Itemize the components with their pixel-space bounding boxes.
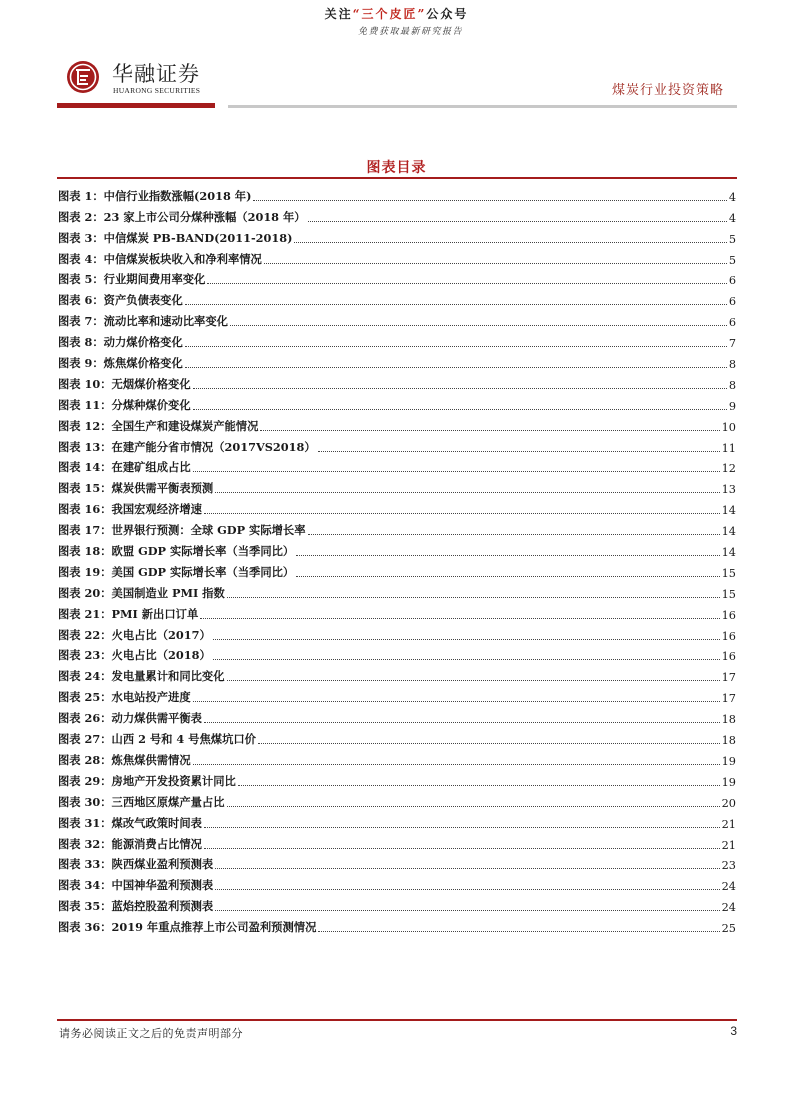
toc-leader-dots — [258, 742, 720, 744]
toc-entry-label: 图表 17：世界银行预测：全球 GDP 实际增长率 — [58, 523, 306, 538]
toc-leader-dots — [308, 220, 727, 222]
promo-highlight: “三个皮匠” — [352, 7, 427, 21]
toc-entry[interactable] — [58, 225, 736, 246]
toc-entry-page: 16 — [721, 650, 736, 664]
toc-leader-dots — [207, 282, 726, 284]
toc-entry-label: 图表 19：美国 GDP 实际增长率（当季同比） — [58, 564, 295, 579]
toc-entry-label: 图表 2：23 家上市公司分煤种涨幅（2018 年） — [58, 209, 306, 224]
toc-leader-dots — [185, 303, 727, 305]
toc-entry-label: 图表 29：房地产开发投资累计同比 — [58, 773, 236, 788]
toc-entry-page: 16 — [721, 629, 736, 643]
toc-entry-label: 图表 11：分煤种煤价变化 — [58, 397, 191, 412]
toc-entry-page: 14 — [721, 525, 736, 539]
toc-entry-page: 12 — [721, 462, 736, 476]
toc-leader-dots — [213, 658, 720, 660]
toc-leader-dots — [227, 805, 720, 807]
toc-entry[interactable] — [58, 622, 736, 643]
toc-leader-dots — [215, 867, 719, 869]
toc-entry-label: 图表 35：蓝焰控股盈利预测表 — [58, 899, 214, 914]
toc-leader-dots — [318, 930, 719, 932]
toc-entry-page: 20 — [721, 796, 736, 810]
toc-entry-label: 图表 31：煤改气政策时间表 — [58, 815, 202, 830]
toc-entry-label: 图表 28：炼焦煤供需情况 — [58, 752, 191, 767]
toc-entry[interactable] — [58, 831, 736, 852]
promo-banner — [0, 5, 793, 22]
toc-entry-label: 图表 13：在建产能分省市情况（2017VS2018） — [58, 439, 316, 454]
footer-disclaimer: 请务必阅读正文之后的免责声明部分 — [59, 1027, 243, 1040]
toc-leader-dots — [215, 491, 719, 493]
toc-leader-dots — [296, 554, 719, 556]
toc-entry-label: 图表 12：全国生产和建设煤炭产能情况 — [58, 418, 259, 433]
toc-entry-label: 图表 32：能源消费占比情况 — [58, 836, 202, 851]
toc-entry-page: 8 — [728, 378, 736, 392]
toc-entry[interactable] — [58, 810, 736, 831]
toc-leader-dots — [193, 408, 727, 410]
toc-entry-label: 图表 21：PMI 新出口订单 — [58, 606, 199, 621]
toc-entry[interactable] — [58, 204, 736, 225]
toc-entry-label: 图表 16：我国宏观经济增速 — [58, 502, 202, 517]
toc-entry-page: 21 — [721, 838, 736, 852]
toc-entry[interactable] — [58, 747, 736, 768]
toc-leader-dots — [204, 512, 720, 514]
toc-entry[interactable] — [58, 768, 736, 789]
toc-entry-label: 图表 6：资产负债表变化 — [58, 293, 183, 308]
toc-entry[interactable] — [58, 329, 736, 350]
toc-entry[interactable] — [58, 517, 736, 538]
toc-leader-dots — [308, 533, 720, 535]
report-type: 煤炭行业投资策略 — [612, 83, 725, 98]
toc-leader-dots — [193, 763, 720, 765]
toc-entry[interactable] — [58, 684, 736, 705]
toc-leader-dots — [264, 262, 727, 264]
header-rule-red — [57, 103, 215, 108]
page-number: 3 — [730, 1024, 737, 1038]
toc-entry-label: 图表 20：美国制造业 PMI 指数 — [58, 585, 225, 600]
toc-entry-label: 图表 3：中信煤炭 PB-BAND(2011-2018) — [58, 230, 293, 245]
toc-leader-dots — [185, 366, 727, 368]
toc-entry-page: 15 — [721, 566, 736, 580]
promo-suffix: 公众号 — [426, 7, 469, 21]
toc-entry-label: 图表 26：动力煤供需平衡表 — [58, 711, 202, 726]
toc-entry[interactable] — [58, 183, 736, 204]
toc-leader-dots — [238, 784, 720, 786]
toc-entry-page: 19 — [721, 775, 736, 789]
toc-entry-page: 21 — [721, 817, 736, 831]
toc-entry[interactable] — [58, 287, 736, 308]
toc-entry-page: 6 — [728, 316, 736, 330]
toc-entry-label: 图表 5：行业期间费用率变化 — [58, 272, 206, 287]
toc-leader-dots — [193, 700, 720, 702]
toc-entry[interactable] — [58, 789, 736, 810]
toc-entry-page: 15 — [721, 587, 736, 601]
toc-leader-dots — [204, 847, 720, 849]
toc-entry[interactable] — [58, 308, 736, 329]
toc-entry[interactable] — [58, 246, 736, 267]
toc-entry[interactable] — [58, 455, 736, 476]
toc-entry-label: 图表 18：欧盟 GDP 实际增长率（当季同比） — [58, 544, 295, 559]
toc-entry-label: 图表 33：陕西煤业盈利预测表 — [58, 857, 214, 872]
toc-entry[interactable] — [58, 872, 736, 893]
toc-entry-page: 25 — [721, 922, 736, 936]
toc-entry-label: 图表 24：发电量累计和同比变化 — [58, 669, 225, 684]
toc-entry-label: 图表 36：2019 年重点推荐上市公司盈利预测情况 — [58, 920, 317, 935]
toc-entry-page: 11 — [721, 441, 736, 455]
toc-leader-dots — [253, 199, 726, 201]
toc-entry[interactable] — [58, 601, 736, 622]
toc-entry[interactable] — [58, 852, 736, 873]
toc-top-rule — [57, 177, 737, 179]
logo-english-name: HUARONG SECURITIES — [113, 86, 201, 95]
promo-subtitle: 免费获取最新研究报告 — [358, 27, 464, 37]
promo-prefix: 关注 — [324, 7, 353, 21]
toc-leader-dots — [193, 470, 720, 472]
toc-entry-label: 图表 23：火电占比（2018） — [58, 648, 211, 663]
toc-entry[interactable] — [58, 559, 736, 580]
toc-leader-dots — [185, 345, 727, 347]
toc-entry-label: 图表 10：无烟煤价格变化 — [58, 376, 191, 391]
toc-entry-label: 图表 15：煤炭供需平衡表预测 — [58, 481, 214, 496]
toc-entry-page: 6 — [728, 274, 736, 288]
toc-entry-page: 18 — [721, 713, 736, 727]
toc-entry-label: 图表 1：中信行业指数涨幅(2018 年) — [58, 188, 252, 203]
toc-entry[interactable] — [58, 413, 736, 434]
toc-entry[interactable] — [58, 643, 736, 664]
toc-leader-dots — [230, 324, 727, 326]
toc-leader-dots — [260, 429, 719, 431]
toc-entry[interactable] — [58, 267, 736, 288]
toc-entry[interactable] — [58, 496, 736, 517]
toc-entry[interactable] — [58, 392, 736, 413]
toc-entry-page: 14 — [721, 504, 736, 518]
toc-leader-dots — [294, 241, 726, 243]
toc-entry[interactable] — [58, 726, 736, 747]
toc-entry-label: 图表 22：火电占比（2017） — [58, 627, 211, 642]
toc-title: 图表目录 — [366, 160, 427, 176]
toc-entry-page: 14 — [721, 546, 736, 560]
toc-entry[interactable] — [58, 371, 736, 392]
toc-leader-dots — [204, 721, 720, 723]
header-rule-grey — [228, 105, 737, 108]
toc-entry-page: 4 — [728, 211, 736, 225]
toc-leader-dots — [215, 909, 719, 911]
huarong-logo-icon — [66, 60, 100, 94]
toc-entry-page: 19 — [721, 754, 736, 768]
footer-rule — [57, 1019, 737, 1021]
toc-leader-dots — [213, 638, 720, 640]
toc-leader-dots — [227, 596, 720, 598]
toc-leader-dots — [227, 679, 720, 681]
toc-leader-dots — [318, 450, 720, 452]
logo-chinese-name: 华融证券 — [112, 62, 200, 86]
toc-entry-page: 13 — [721, 483, 736, 497]
toc-entry-label: 图表 27：山西 2 号和 4 号焦煤坑口价 — [58, 732, 256, 747]
toc-entry-label: 图表 25：水电站投产进度 — [58, 690, 191, 705]
toc-entry-page: 17 — [721, 692, 736, 706]
toc-entry[interactable] — [58, 914, 736, 935]
toc-entry-page: 18 — [721, 734, 736, 748]
toc-entry-label: 图表 4：中信煤炭板块收入和净利率情况 — [58, 251, 262, 266]
toc-entry[interactable] — [58, 893, 736, 914]
toc-leader-dots — [204, 826, 720, 828]
toc-entry-page: 24 — [721, 901, 736, 915]
toc-entry-label: 图表 7：流动比率和速动比率变化 — [58, 314, 228, 329]
toc-entry[interactable] — [58, 475, 736, 496]
toc-entry-page: 5 — [728, 253, 736, 267]
toc-entry-page: 10 — [721, 420, 736, 434]
toc-entry[interactable] — [58, 705, 736, 726]
toc-entry-page: 4 — [728, 190, 736, 204]
toc-entry[interactable] — [58, 538, 736, 559]
toc-entry-page: 6 — [728, 295, 736, 309]
toc-entry[interactable] — [58, 350, 736, 371]
toc-entry-page: 7 — [728, 337, 736, 351]
toc-entry-label: 图表 9：炼焦煤价格变化 — [58, 356, 183, 371]
toc-entry-label: 图表 8：动力煤价格变化 — [58, 335, 183, 350]
toc-leader-dots — [296, 575, 719, 577]
toc-entry-page: 16 — [721, 608, 736, 622]
toc-leader-dots — [193, 387, 727, 389]
toc-list — [58, 183, 736, 935]
toc-entry-page: 23 — [721, 859, 736, 873]
toc-entry-page: 5 — [728, 232, 736, 246]
toc-entry-page: 9 — [728, 399, 736, 413]
toc-entry-page: 17 — [721, 671, 736, 685]
toc-entry[interactable] — [58, 663, 736, 684]
toc-entry-label: 图表 30：三西地区原煤产量占比 — [58, 794, 225, 809]
toc-entry-page: 8 — [728, 358, 736, 372]
toc-entry[interactable] — [58, 580, 736, 601]
toc-leader-dots — [200, 617, 719, 619]
toc-entry-page: 24 — [721, 880, 736, 894]
toc-leader-dots — [215, 888, 719, 890]
toc-entry-label: 图表 34：中国神华盈利预测表 — [58, 878, 214, 893]
toc-entry-label: 图表 14：在建矿组成占比 — [58, 460, 191, 475]
toc-entry[interactable] — [58, 434, 736, 455]
